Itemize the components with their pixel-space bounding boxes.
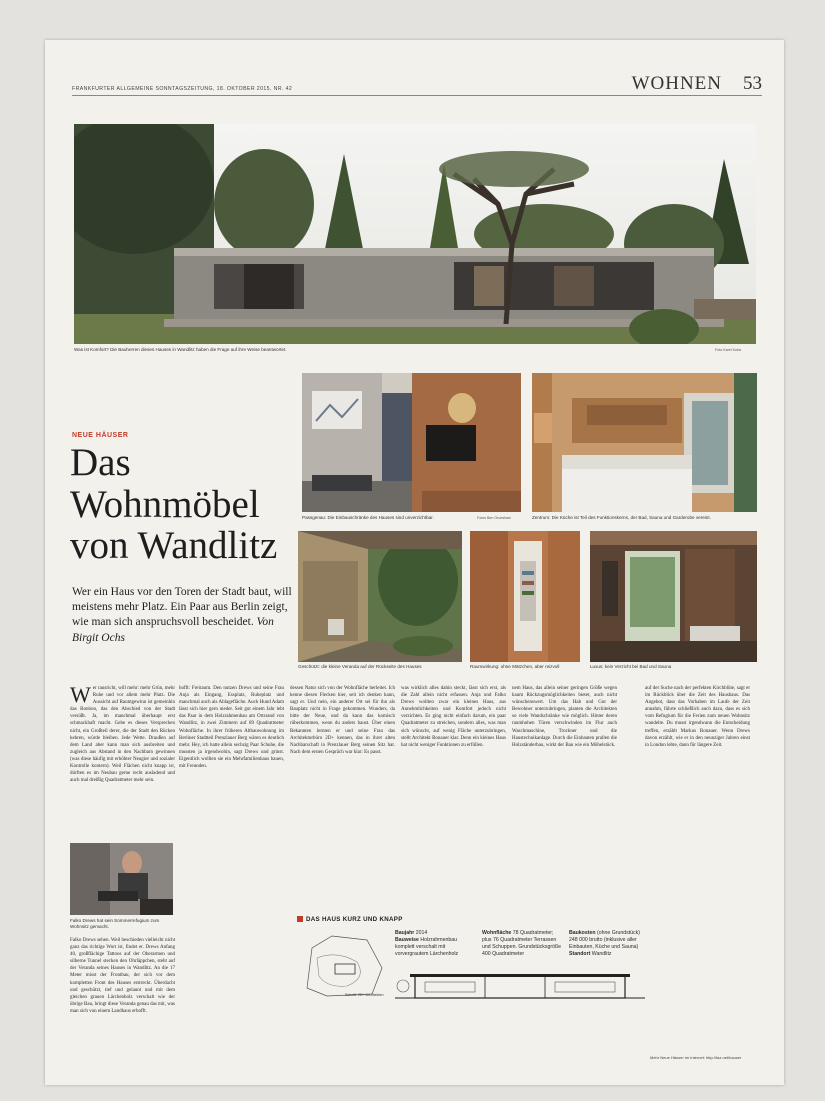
hero-caption: Was ist Komfort? Die Bauherren dieses Hauses in Wandlitz haben die Frage auf ihre Weise beantwortet. [74,347,287,352]
fact-label-1: Baujahr [395,930,415,936]
fact-wohnflaeche [482,930,562,958]
photo-credit-1: Fotos Ben Grueshaw [477,516,511,520]
more-link[interactable]: Mehr Neue Häuser im Internet: http://faz.net/hauser [650,1055,742,1060]
page-number: 53 [743,73,762,94]
column-text-6: nem Haus, das allein seiner geringen Größe wegen kaum Rückzugsmöglichkeiten bietet, auch nicht wünschenswert. Um das Hab und Gut der Bewohner unterzubringen, planten die Architekten so viele Wandschränke wie möglich. Hinter deren raumhohen Türen verschwinden im Flur auch Waschmaschine, Trockner und die Haustechnikanlage. Durch die Einbauten prallen die Holzständerbau, wirkt der Bau wie ein Möbelstück. [512,686,617,748]
photo-living-room [302,373,521,512]
fact-baujahr [395,930,475,958]
hero-photo [74,124,756,344]
photo-veranda [298,531,462,662]
newspaper-page [45,40,784,1085]
column-text-3: hofft: Freiraum. Den nutzen Drews und seine Frau Anja als Eingang, Essplatz, Ruheplatz und manchmal auch als Ablagefläche. Auch Hund Adam lässt sich hier gern nieder. Seit gut einem Jahr lebt das Paar in dem Holzrahmenbau am Ortsrand von Wandlitz, in zwei Zimmern auf 89 Quadratmeter Wohnfläche. In ihrer früheren Altbauwohnung im Berliner Stadtteil Prenzlauer Berg wären es deutlich mehr. Hey, ich hatte allein sechzig Paar Schuhe, die mussten ja irgendwohin, sagt Drews und grinst. Eigentlich wollten sie ein Mehrfamilienhaus bauen, mit Freunden. [179,686,284,770]
fact-text-5: Wandlitz [591,951,612,958]
column-text-4: dessen Natur sich von der Wohnfläche herleitet. Ich kenne diesen Flecken hier, seit ich denken kann, sagt er. Und nein, ein anderer Ort sei für ihn als Bauplatz nicht in Frage gekommen. Wunders, da bitte der Neue, und da kann das komisch rüberkommen, wenn du anders baust. Über einen Bekannten lernten er und seine Frau das Architekturbüro 2D+ kennen, das in ihrer alten Nachbarschaft in Prenzlauer Berg seinen Sitz hat. Nach dem ersten Gespräch war klar: Es passt. [290,686,395,755]
section-drawing [395,970,645,1004]
headline-line-2: Wohnmöbel [70,482,260,526]
headline-line-1: Das [70,441,131,484]
article-column-6 [512,685,617,915]
photo-caption-1: Passgenau: Die Einbauschränke des Hauses sind unverzichtbar. [302,515,434,520]
article-intro [72,585,297,646]
photo-hallway [470,531,580,662]
column-text-2: Falko Drews sehen. Weil beschieden vielleicht nicht ganz das richtige Wort ist, findet er. Drews Anfang 40, großflächige Tattoos auf der Oberarmen und silberne Tunnel stecken den Ohrläppchen, steht auf der Veranda seines Hauses in Wandlitz. An die 17 Meter misst der Frontbau, der sich vor dem kompletten Front des Hauses erstreckt. Überdacht und geschützt, tief und gelaunt und mit dem gleichen grauen Lärchenholz verschalt wie der übrige Bau, bringt diese Veranda genau das mit, was man sich von einem Landhaus erhofft. [70,938,175,1014]
publication-line: FRANKFURTER ALLGEMEINE SONNTAGSZEITUNG, 18. OKTOBER 2015, NR. 42 [72,86,293,92]
photo-caption-4: Raumwirkung: ohne Mätzchen, aber reizvoll [470,664,560,669]
fact-label-3: Wohnfläche [482,930,512,936]
photo-caption-3: Geschützt: die kleine Veranda auf der Rückseite des Hauses [298,664,422,669]
portrait-caption: Falko Drews hat sein Sommerrefugium zum Wohnsitz gemacht. [70,918,160,929]
article-column-5 [401,685,506,915]
photo-bathroom [590,531,757,662]
fact-label-5: Standort [569,951,591,958]
hero-credit: Foto Karel Kuba [715,348,741,352]
fact-baukosten [569,930,649,958]
fact-label-2: Bauweise [395,937,419,944]
drawing-caption: Schnitt: 2D+ Architekten [345,993,384,997]
column-text-1: er rausricht, will mehr: mehr Grün, mehr Ruhe und vor allem mehr Platz. Die Aussicht auf Raumgewinn ist gemeinhin das Bonbon, das den Abschied von der Stadt versüßt. Ja, im manchmal überhaupt erst schmackhaft macht. Gebe es dieses Versprechen nicht, ein Großteil derer, die der Stadt den Rücken kehren, würde bleiben. Jede Wette. Draußen auf dem Land aber kann man sich ausbreiten und zugleich aus Abstand in den Nachbarn gewinnen (was diese häufig mit erhöhter Neugier und sozialer Kontrolle kontern). Weil Flächen nicht knapp ist, dürften es im Neubau gerne recht ausladend und auch mal dreißig Quadratmeter mehr sein. [70,686,175,784]
drop-cap: W [70,685,91,707]
headline [70,442,305,567]
fact-label-4: Baukosten [569,930,596,936]
article-column-1 [70,685,175,837]
fact-text-3: 78 Quadratmeter; plus 76 Quadratmeter Terrassen und Schuppen. Grundstücksgröße 400 Quadratmeter [482,930,562,958]
infobox-title: DAS HAUS KURZ UND KNAPP [297,916,403,923]
article-column-2 [70,937,175,1067]
column-text-7: auf der Suche nach der perfekten Kirchblüte, sagt er im Rückblick über die Zeit des Hausbaus. Das Angebot, dass das Vorhaben im Laufe der Zeit annahm, führte schließlich auch dazu, dass es sich vom Refugium für die Ferien zum neuen Wohnsitz wandelte. Du musst irgendwann die Entscheidung treffen, erzählt Markus Bonauer. Wenn Drews davon erzählt, wie er in den neunziger Jahren einst in London lebte, dann für längere Zeit. [645,686,750,748]
photo-kitchen [532,373,757,512]
fact-text-2: Holzrahmenbau komplett verschalt mit vorvergrautem Lärchenholz [395,937,459,958]
article-column-7 [645,685,750,1053]
portrait-photo [70,843,173,915]
article-column-3 [179,685,284,1065]
house-facts-box [297,916,642,1000]
masthead [72,74,762,96]
intro-text: Wer ein Haus vor den Toren der Stadt baut, will meistens mehr Platz. Ein Paar aus Berlin zeigt, wie man sich anspruchsvoll bescheidet. [72,586,292,629]
section-title: WOHNEN [631,73,722,94]
column-text-5: was wirklich alles dahin steckt, lässt sich erst, als die Zahl allein nicht erfassen. Anja und Falko Drews wollten zwar ein kleines Haus, aus Annehmlichkeiten und Komfort jedoch nicht verzichten. Es ging nicht einfach darum, ein paar Quadratmeter zu streichen, sondern alles, was man sich wünscht, auf wenig Fläche unterzubringen, stellt Architekt Bonauer klar. Denn ein kleines Haus hat nicht weniger Funktionen zu erfüllen. [401,686,506,748]
photo-caption-2: Zentrum: Die Küche ist Teil des Funktionskerns, der Bad, Sauna und Garderobe vereint. [532,515,711,520]
site-plan-drawing [297,928,392,1000]
rubric: NEUE HÄUSER [72,432,129,439]
fact-text-4: (ohne Grundstück) 248 000 brutto (inklusive aller Einbauten, Küche und Sauna) [569,930,640,951]
author-byline: Von Birgit Ochs [72,616,274,644]
article-column-4 [290,685,395,915]
photo-caption-5: Luxus: kein Verzicht bei Bad und Sauna [590,664,672,669]
fact-text-1: 2014 [415,930,428,936]
headline-line-3: von Wandlitz [70,524,278,568]
